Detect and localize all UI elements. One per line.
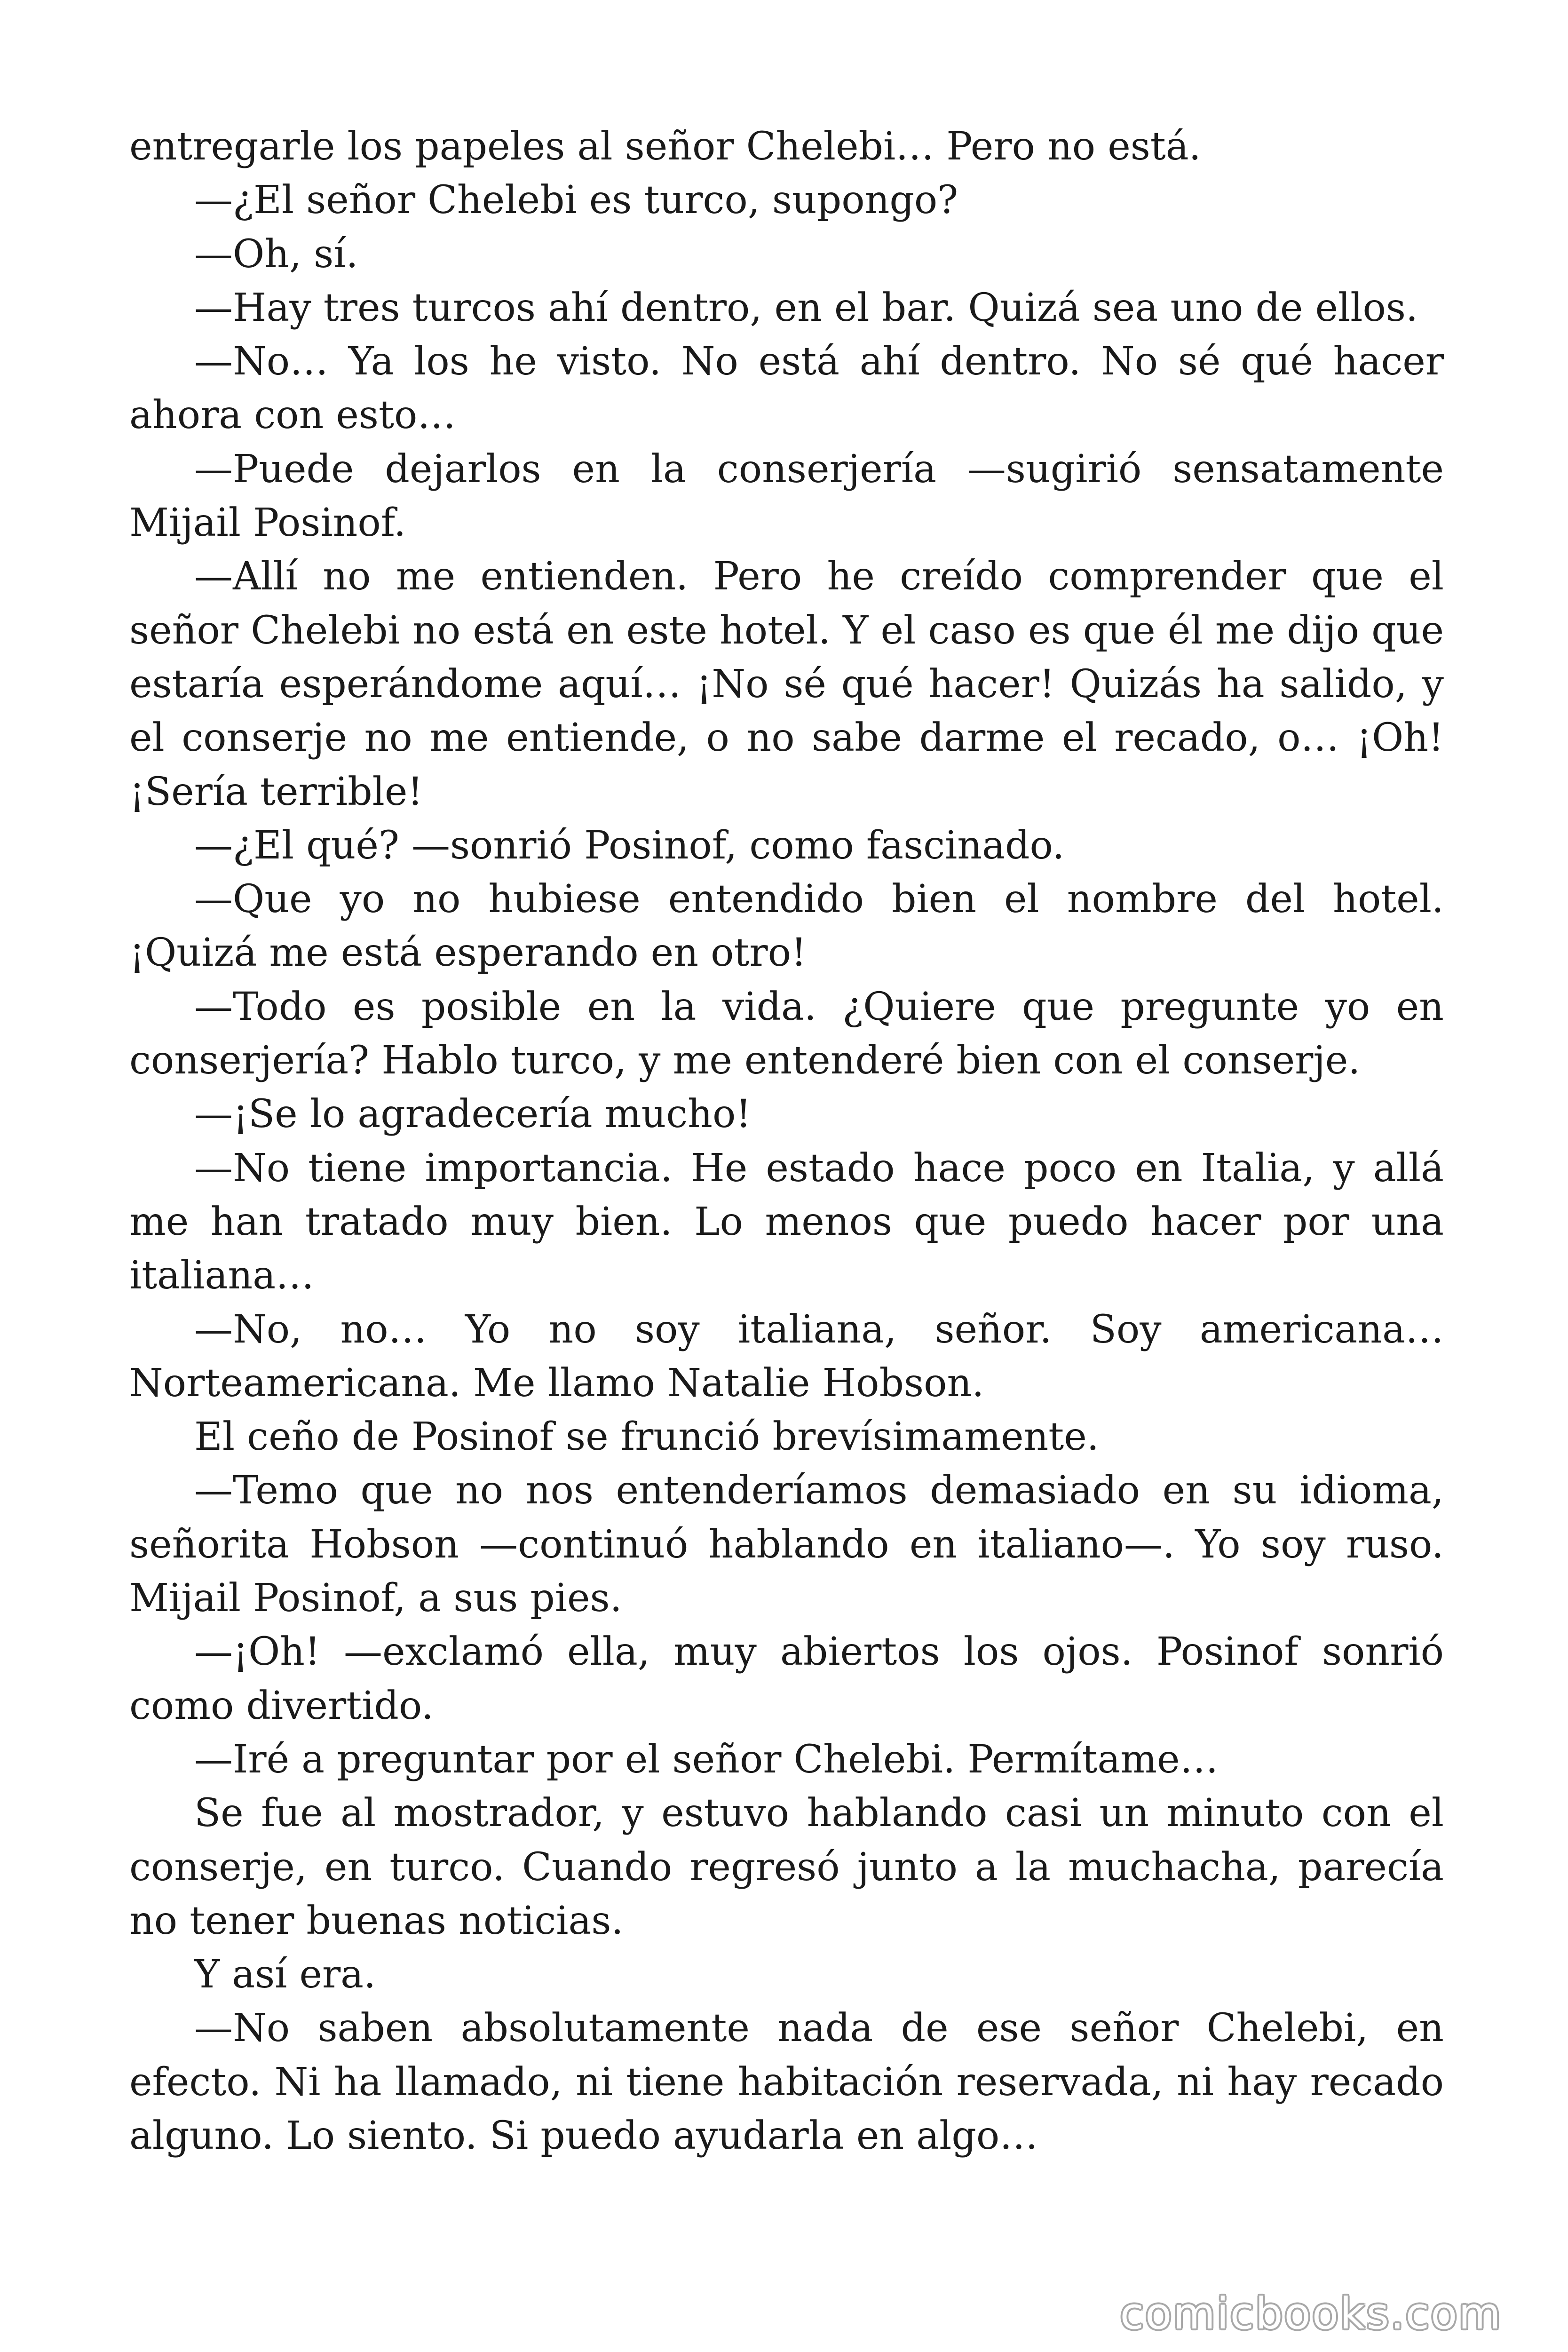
paragraph: —Temo que no nos entenderíamos demasiado en su idioma, señorita Hobson —continuó hablando en italiano—. Yo soy ruso. Mijail Posinof, a sus pies.: [129, 1468, 1444, 1621]
paragraph: —¡Se lo agradecería mucho!: [194, 1092, 752, 1137]
paragraph: —Allí no me entienden. Pero he creído comprender que el señor Chelebi no está en este hotel. Y el caso es que él me dijo que estaría esperándome aquí… ¡No sé qué hacer! Quizás ha salido, y el conserje no me entiende, o no sabe darme el recado, o… ¡Oh! ¡Sería terrible!: [129, 554, 1444, 814]
watermark: comicbooks.com: [1120, 2288, 1502, 2339]
paragraph: —¿El señor Chelebi es turco, supongo?: [194, 178, 958, 223]
paragraph: —Oh, sí.: [194, 231, 358, 277]
paragraph: —Puede dejarlos en la conserjería —sugirió sensatamente Mijail Posinof.: [129, 446, 1444, 546]
paragraph: —Iré a preguntar por el señor Chelebi. Permítame…: [194, 1737, 1219, 1782]
paragraph: Se fue al mostrador, y estuvo hablando casi un minuto con el conserje, en turco. Cuando regresó junto a la muchacha, parecía no tener buenas noticias.: [129, 1791, 1444, 1943]
paragraph: Y así era.: [194, 1952, 376, 1997]
page-text: [129, 120, 1444, 2163]
paragraph: —No… Ya los he visto. No está ahí dentro. No sé qué hacer ahora con esto…: [129, 339, 1444, 438]
paragraph: entregarle los papeles al señor Chelebi… Pero no está.: [129, 124, 1201, 169]
paragraph: —No saben absolutamente nada de ese señor Chelebi, en efecto. Ni ha llamado, ni tiene habitación reservada, ni hay recado alguno. Lo siento. Si puedo ayudarla en algo…: [129, 2006, 1444, 2158]
paragraph: —¿El qué? —sonrió Posinof, como fascinado.: [194, 823, 1065, 868]
paragraph: —Que yo no hubiese entendido bien el nombre del hotel. ¡Quizá me está esperando en otro!: [129, 877, 1444, 976]
paragraph: —Hay tres turcos ahí dentro, en el bar. Quizá sea uno de ellos.: [194, 285, 1418, 330]
paragraph: —¡Oh! —exclamó ella, muy abiertos los ojos. Posinof sonrió como divertido.: [129, 1629, 1444, 1728]
paragraph: —No tiene importancia. He estado hace poco en Italia, y allá me han tratado muy bien. Lo menos que puedo hacer por una italiana…: [129, 1145, 1444, 1298]
paragraph: —Todo es posible en la vida. ¿Quiere que pregunte yo en conserjería? Hablo turco, y me entenderé bien con el conserje.: [129, 984, 1444, 1083]
paragraph: —No, no… Yo no soy italiana, señor. Soy americana… Norteamericana. Me llamo Natalie Hobson.: [129, 1307, 1444, 1406]
paragraph: El ceño de Posinof se frunció brevísimamente.: [194, 1414, 1099, 1460]
